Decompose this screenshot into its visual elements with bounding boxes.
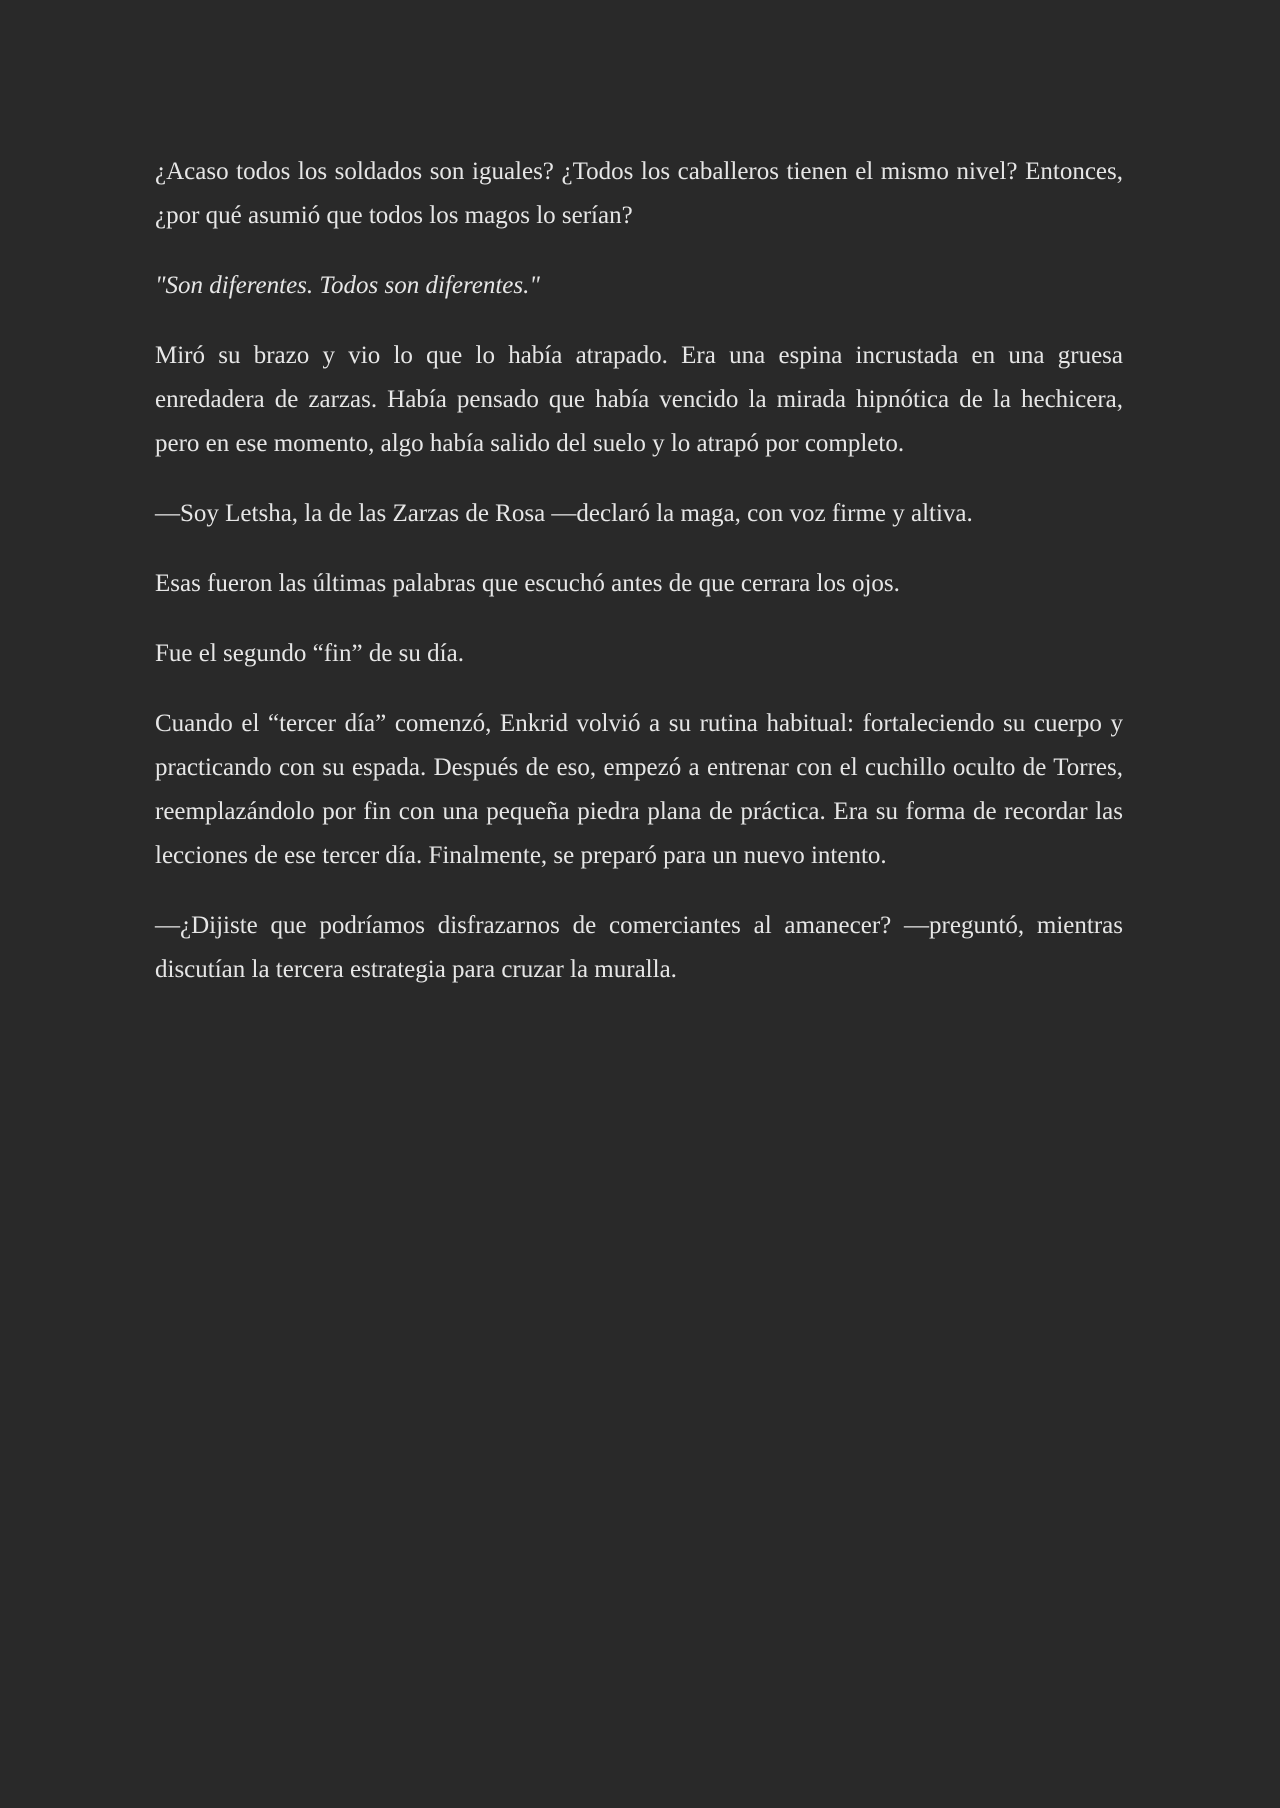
- paragraph: Esas fueron las últimas palabras que escuchó antes de que cerrara los ojos.: [155, 570, 900, 597]
- paragraph-dialogue: —Soy Letsha, la de las Zarzas de Rosa —declaró la maga, con voz firme y altiva.: [155, 500, 973, 527]
- reader-page: [155, 150, 1123, 1018]
- paragraph: ¿Acaso todos los soldados son iguales? ¿Todos los caballeros tienen el mismo nivel? Entonces, ¿por qué asumió que todos los magos lo serían?: [155, 158, 1123, 229]
- paragraph-dialogue: —¿Dijiste que podríamos disfrazarnos de comerciantes al amanecer? —preguntó, mientras discutían la tercera estrategia para cruzar la muralla.: [155, 912, 1123, 983]
- paragraph: Miró su brazo y vio lo que lo había atrapado. Era una espina incrustada en una gruesa enredadera de zarzas. Había pensado que había vencido la mirada hipnótica de la hechicera, pero en ese momento, algo había salido del suelo y lo atrapó por completo.: [155, 342, 1123, 457]
- paragraph: Fue el segundo “fin” de su día.: [155, 640, 464, 667]
- paragraph-italic-thought: "Son diferentes. Todos son diferentes.": [155, 272, 540, 299]
- paragraph: Cuando el “tercer día” comenzó, Enkrid volvió a su rutina habitual: fortaleciendo su cuerpo y practicando con su espada. Después de eso, empezó a entrenar con el cuchillo oculto de Torres, reemplazándolo por fin con una pequeña piedra plana de práctica. Era su forma de recordar las lecciones de ese tercer día. Finalmente, se preparó para un nuevo intento.: [155, 710, 1123, 869]
